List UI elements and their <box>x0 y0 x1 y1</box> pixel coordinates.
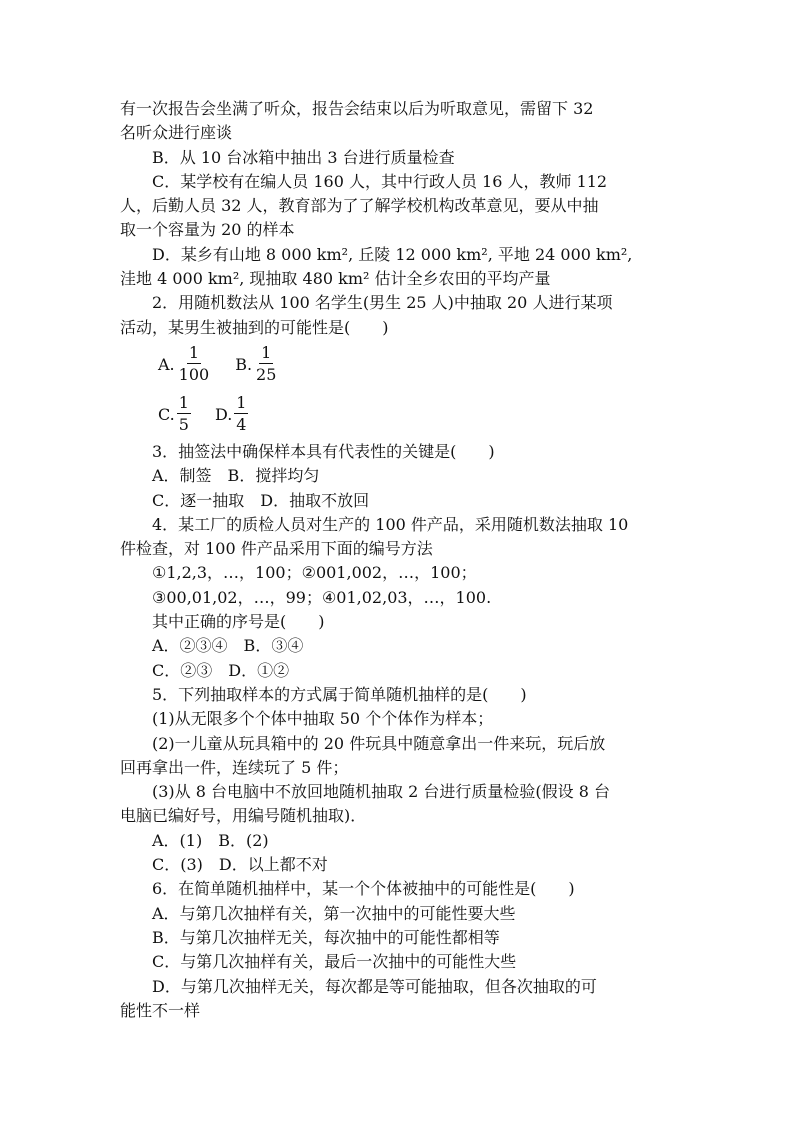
text-line: 人，后勤人员 32 人，教育部为了了解学校机构改革意见，要从中抽 <box>120 196 599 216</box>
text-line: A．制签 B．搅拌均匀 <box>152 466 320 486</box>
text-line: 回再拿出一件，连续玩了 5 件； <box>120 757 349 777</box>
text-line: 其中正确的序号是( ) <box>152 612 325 632</box>
text-line: B．与第几次抽样无关，每次抽中的可能性都相等 <box>152 927 500 947</box>
text-line: C．某学校有在编人员 160 人，其中行政人员 16 人，教师 112 <box>152 171 608 191</box>
text-line: 4．某工厂的质检人员对生产的 100 件产品，采用随机数法抽取 10 <box>152 514 629 534</box>
question-2-options <box>120 340 680 440</box>
text-line: C．与第几次抽样有关，最后一次抽中的可能性大些 <box>152 952 517 972</box>
fraction-numerator: 1 <box>261 343 272 363</box>
fraction-denominator: 5 <box>178 415 189 435</box>
fraction <box>234 393 248 436</box>
fraction <box>177 343 212 386</box>
text-line: A．(1) B．(2) <box>152 830 269 850</box>
text-line: 电脑已编好号，用编号随机抽取)． <box>120 806 367 826</box>
fraction-numerator: 1 <box>236 393 247 413</box>
text-line: C．②③ D．①② <box>152 660 290 680</box>
text-line: C．(3) D．以上都不对 <box>152 855 328 875</box>
text-line: 有一次报告会坐满了听众，报告会结束以后为听取意见，需留下 32 <box>120 99 594 118</box>
choice-option <box>158 393 191 436</box>
choice-option <box>158 343 211 386</box>
fraction <box>254 343 278 386</box>
choice-option <box>235 343 278 386</box>
text-line: 6．在简单随机抽样中，某一个个体被抽中的可能性是( ) <box>152 879 575 899</box>
fraction-denominator: 100 <box>178 365 210 385</box>
option-row <box>120 340 680 390</box>
option-row <box>120 390 680 440</box>
fraction <box>177 393 191 436</box>
text-line: 3．抽签法中确保样本具有代表性的关键是( ) <box>152 441 495 461</box>
text-line: 洼地 4 000 km², 现抽取 480 km² 估计全乡农田的平均产量 <box>120 269 551 289</box>
text-line: A．②③④ B．③④ <box>152 636 304 656</box>
text-line: 5．下列抽取样本的方式属于简单随机抽样的是( ) <box>152 684 527 704</box>
choice-label: B. <box>235 355 253 375</box>
text-line: 能性不一样 <box>120 1000 201 1020</box>
choice-label: D. <box>214 405 233 425</box>
text-line: 件检查，对 100 件产品采用下面的编号方法 <box>120 539 433 559</box>
text-line: ①1,2,3，…，100；②001,002，…，100； <box>152 563 477 583</box>
text-line: B．从 10 台冰箱中抽出 3 台进行质量检查 <box>152 147 455 167</box>
choice-label: A. <box>158 355 175 375</box>
text-line: D．与第几次抽样无关，每次都是等可能抽取，但各次抽取的可 <box>152 976 597 996</box>
text-line: 活动，某男生被抽到的可能性是( ) <box>120 317 389 337</box>
text-block-1 <box>120 97 680 340</box>
fraction-numerator: 1 <box>178 393 189 413</box>
text-line: (2)一儿童从玩具箱中的 20 件玩具中随意拿出一件来玩，玩后放 <box>152 733 606 753</box>
fraction-denominator: 4 <box>236 415 247 435</box>
choice-label: C. <box>158 405 175 425</box>
text-line: 名听众进行座谈 <box>120 123 233 143</box>
text-line: ③00,01,02，…，99；④01,02,03，…，100. <box>152 587 492 607</box>
text-line: A．与第几次抽样有关，第一次抽中的可能性要大些 <box>152 903 516 923</box>
text-line: 取一个容量为 20 的样本 <box>120 220 295 240</box>
fraction-denominator: 25 <box>256 365 277 385</box>
text-line: D．某乡有山地 8 000 km², 丘陵 12 000 km², 平地 24 000 km², <box>152 244 633 264</box>
text-block-2 <box>120 440 680 1023</box>
text-line: 2．用随机数法从 100 名学生(男生 25 人)中抽取 20 人进行某项 <box>152 293 613 313</box>
text-line: (3)从 8 台电脑中不放回地随机抽取 2 台进行质量检验(假设 8 台 <box>152 782 610 802</box>
fraction-numerator: 1 <box>188 343 199 363</box>
text-line: (1)从无限多个个体中抽取 50 个个体作为样本； <box>152 709 494 729</box>
document-page <box>120 97 680 1023</box>
choice-option <box>215 393 249 436</box>
text-line: C．逐一抽取 D．抽取不放回 <box>152 490 370 510</box>
